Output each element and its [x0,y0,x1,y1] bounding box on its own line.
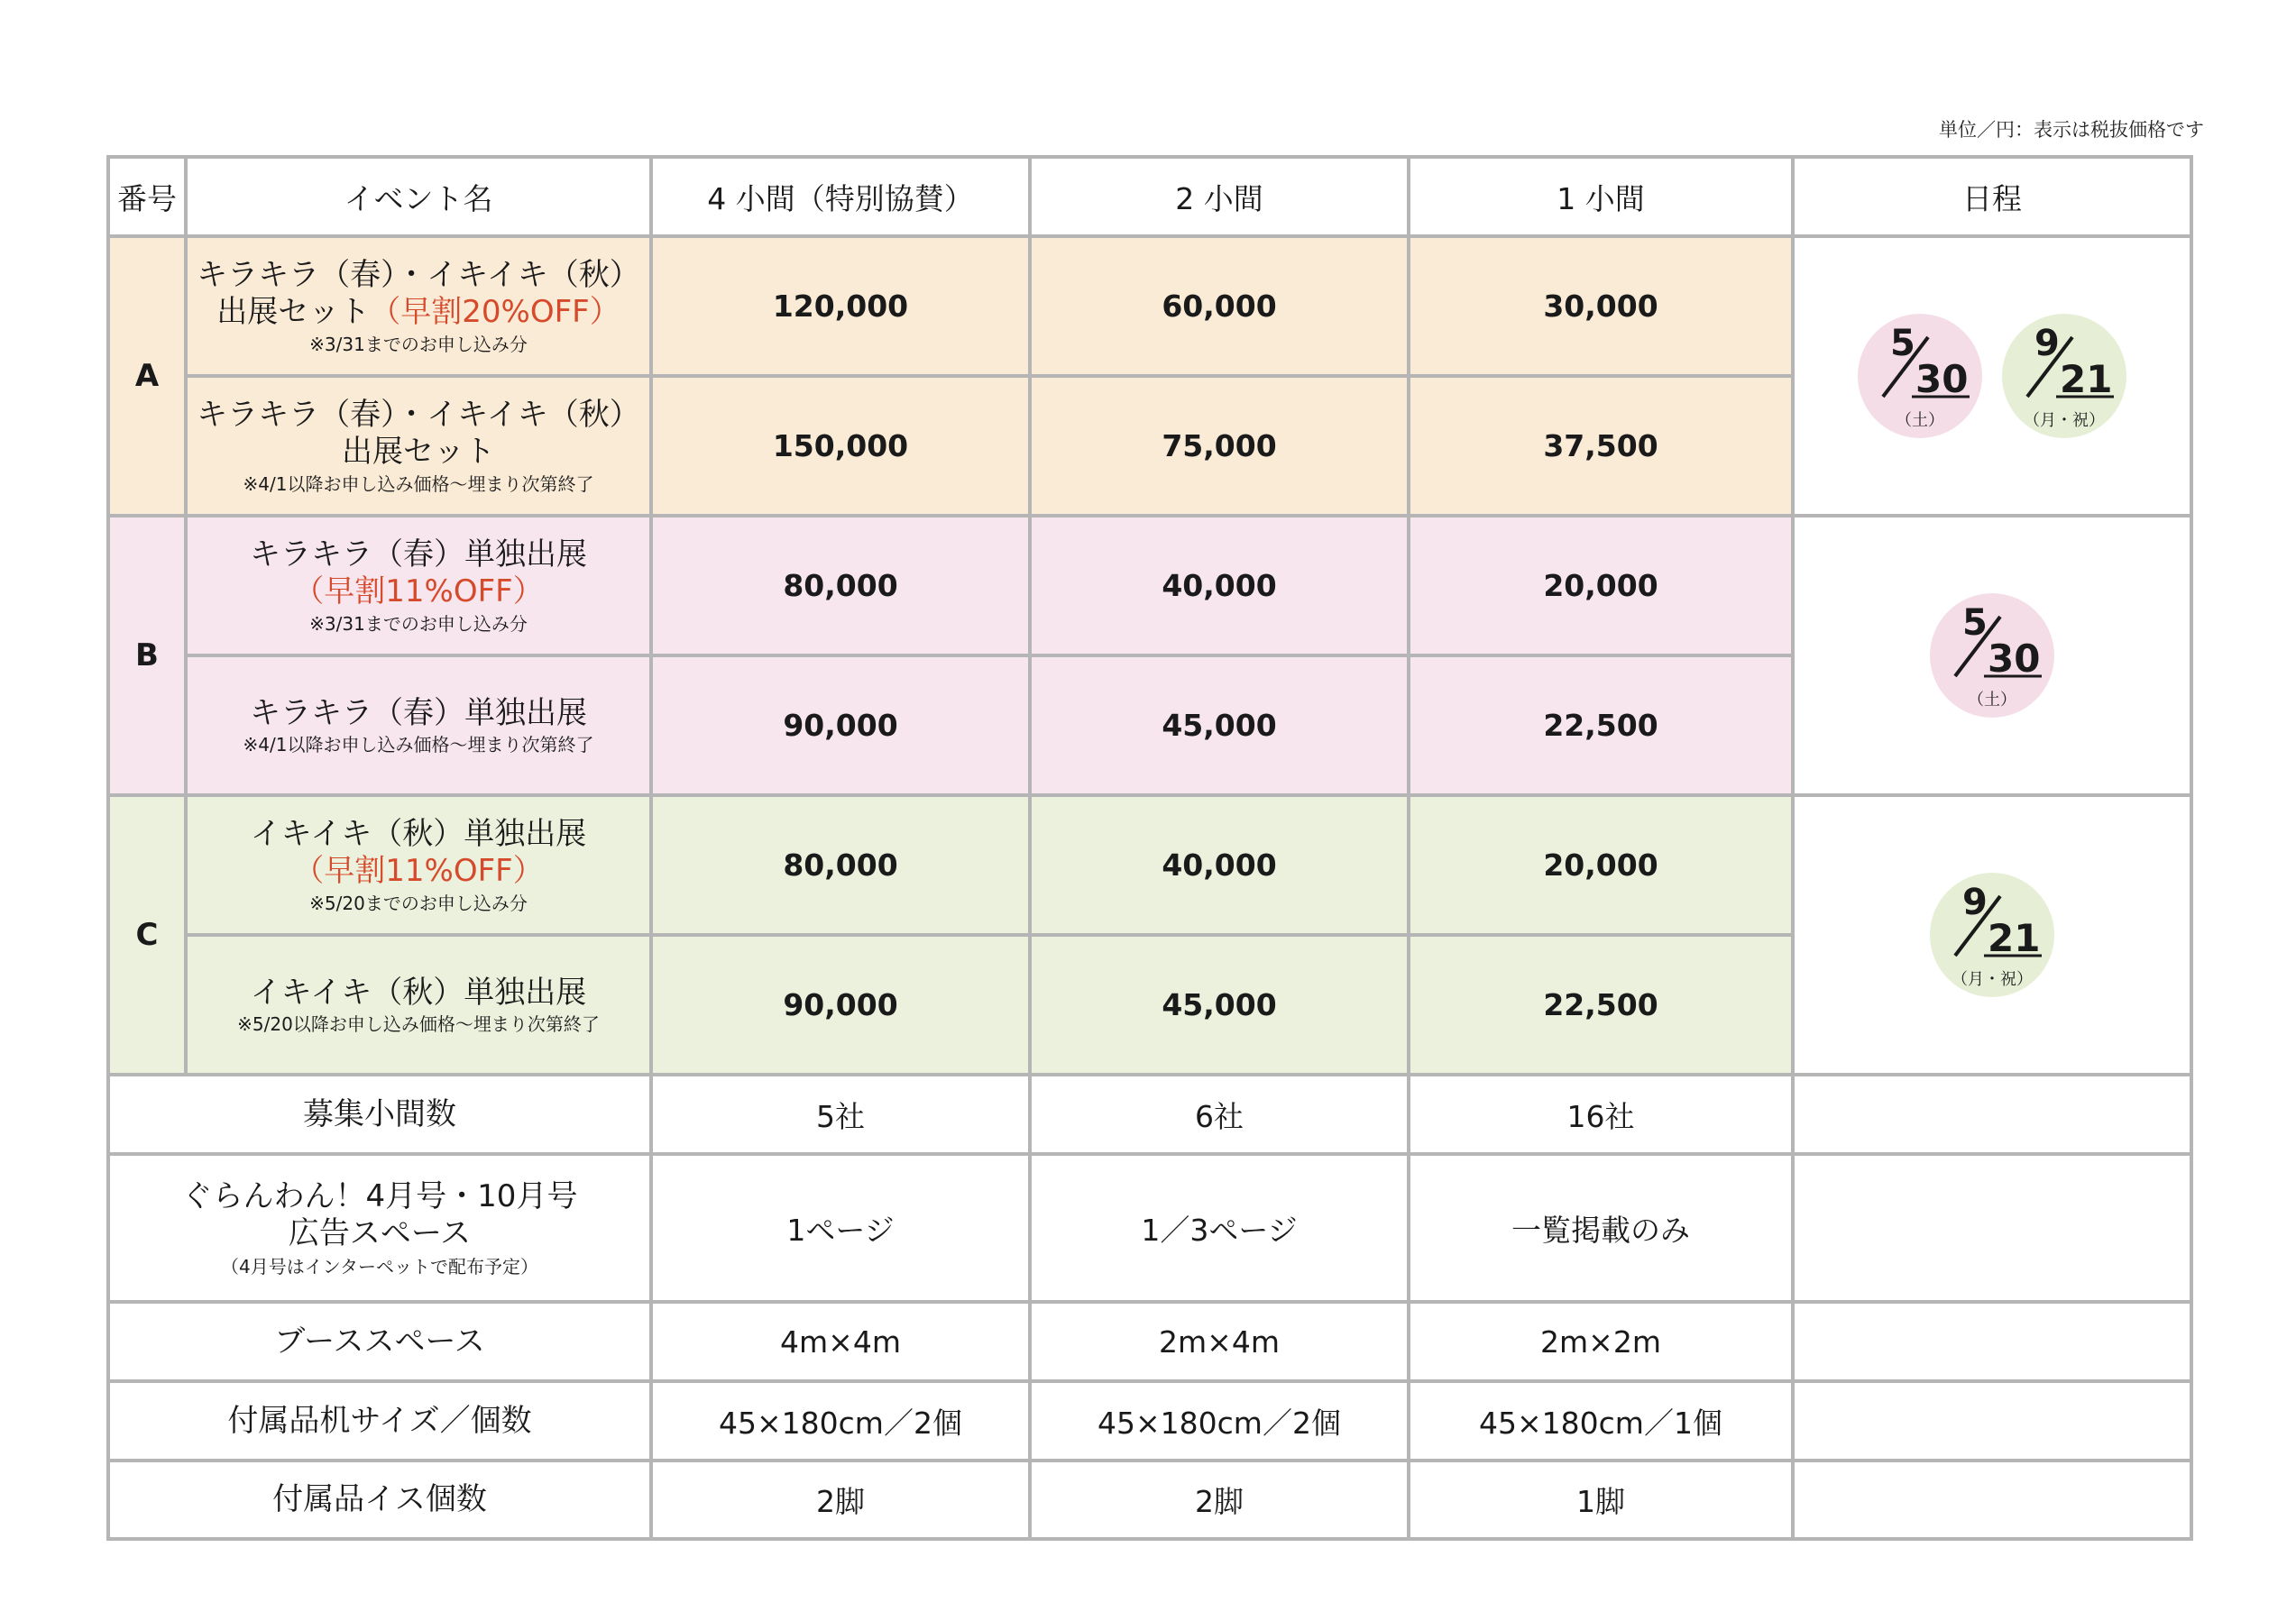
date-month: 9 [2034,323,2060,364]
group-code-b: B [108,516,186,795]
value-2-booth: 2脚 [1030,1461,1409,1539]
event-name-cell [186,376,651,516]
early-discount: （早割11%OFF） [293,573,544,609]
row-label-line1: ぐらんわん！4月号・10月号 [181,1178,578,1215]
event-note: ※4/1以降お申し込み価格～埋まり次第終了 [243,734,594,756]
price-4-booth: 120,000 [651,236,1030,376]
date-weekday: （月・祝） [2024,411,2105,430]
event-note: ※5/20までのお申し込み分 [309,892,528,914]
event-title-line1: イキイキ（秋）単独出展 [250,974,587,1011]
table-row-booth [108,1302,2191,1381]
row-label-note: （4月号はインターペットで配布予定） [221,1255,538,1278]
price-1-booth: 37,500 [1409,376,1793,516]
date-day: 21 [2060,357,2113,401]
price-1-booth: 30,000 [1409,236,1793,376]
date-badge-may-30 [1858,314,1982,438]
header-1-booth: 1 小間 [1409,157,1793,236]
table-row [108,795,2191,935]
date-day: 30 [1915,357,1969,401]
header-row [108,157,2191,236]
date-day: 30 [1988,636,2041,681]
group-code-a: A [108,236,186,516]
price-table [106,155,2193,1541]
value-4-booth: 1ページ [651,1154,1030,1302]
event-note: ※3/31までのお申し込み分 [309,612,528,635]
row-label: 付属品机サイズ／個数 [108,1381,651,1461]
date-badge-sep-21 [1930,873,2054,997]
value-2-booth: 6社 [1030,1075,1409,1154]
table-row-desk [108,1381,2191,1461]
empty-cell [1793,1302,2191,1381]
event-note: ※5/20以降お申し込み価格～埋まり次第終了 [237,1013,600,1036]
value-2-booth: 2m×4m [1030,1302,1409,1381]
table-row [108,236,2191,376]
group-code-c: C [108,795,186,1075]
row-label-line2: 広告スペース [288,1215,472,1251]
table-row-ad [108,1154,2191,1302]
row-label: 募集小間数 [108,1075,651,1154]
value-1-booth: 45×180cm／1個 [1409,1381,1793,1461]
value-1-booth: 16社 [1409,1075,1793,1154]
event-name-cell [186,516,651,655]
price-4-booth: 80,000 [651,516,1030,655]
table-row-recruit [108,1075,2191,1154]
event-title-line1: イキイキ（秋）単独出展 [250,816,587,853]
value-1-booth: 一覧掲載のみ [1409,1154,1793,1302]
price-1-booth: 20,000 [1409,516,1793,655]
empty-cell [1793,1461,2191,1539]
date-weekday: （土） [1968,691,2016,710]
price-2-booth: 45,000 [1030,935,1409,1075]
value-4-booth: 4m×4m [651,1302,1030,1381]
price-2-booth: 40,000 [1030,795,1409,935]
value-4-booth: 45×180cm／2個 [651,1381,1030,1461]
row-label [108,1154,651,1302]
event-name-cell [186,236,651,376]
date-month: 5 [1962,602,1988,644]
event-title-line2: 出展セット（早割20%OFF） [216,294,620,330]
schedule-cell-c [1793,795,2191,1075]
event-name-cell [186,795,651,935]
table-row [108,516,2191,655]
event-name-cell [186,655,651,795]
empty-cell [1793,1381,2191,1461]
price-2-booth: 45,000 [1030,655,1409,795]
value-1-booth: 1脚 [1409,1461,1793,1539]
header-code: 番号 [108,157,186,236]
price-2-booth: 60,000 [1030,236,1409,376]
header-schedule: 日程 [1793,157,2191,236]
price-4-booth: 80,000 [651,795,1030,935]
header-4-booth: 4 小間（特別協賛） [651,157,1030,236]
event-title-line1: キラキラ（春）単独出展 [250,536,587,573]
event-title-line1: キラキラ（春）・イキイキ（秋） [197,397,640,434]
value-1-booth: 2m×2m [1409,1302,1793,1381]
event-note: ※3/31までのお申し込み分 [309,333,528,355]
empty-cell [1793,1154,2191,1302]
value-2-booth: 45×180cm／2個 [1030,1381,1409,1461]
schedule-cell-a [1793,236,2191,516]
date-badge-sep-21 [2002,314,2126,438]
date-month: 9 [1962,882,1988,923]
value-4-booth: 2脚 [651,1461,1030,1539]
unit-note: 単位／円：表示は税抜価格です [1939,119,2204,141]
price-2-booth: 75,000 [1030,376,1409,516]
date-weekday: （土） [1896,411,1944,430]
price-4-booth: 90,000 [651,655,1030,795]
event-title-line1: キラキラ（春）・イキイキ（秋） [197,257,640,294]
price-4-booth: 90,000 [651,935,1030,1075]
price-1-booth: 22,500 [1409,935,1793,1075]
price-2-booth: 40,000 [1030,516,1409,655]
value-4-booth: 5社 [651,1075,1030,1154]
price-1-booth: 22,500 [1409,655,1793,795]
early-discount: （早割11%OFF） [293,853,544,889]
empty-cell [1793,1075,2191,1154]
event-title-line1: キラキラ（春）単独出展 [250,694,587,731]
header-event: イベント名 [186,157,651,236]
table-row-chair [108,1461,2191,1539]
event-title-line2: 出展セット [342,434,495,470]
row-label: 付属品イス個数 [108,1461,651,1539]
event-name-cell [186,935,651,1075]
row-label: ブーススペース [108,1302,651,1381]
header-2-booth: 2 小間 [1030,157,1409,236]
date-day: 21 [1988,916,2041,960]
date-weekday: （月・祝） [1952,970,2033,989]
date-badge-may-30 [1930,593,2054,718]
early-discount: （早割20%OFF） [370,294,620,330]
schedule-cell-b [1793,516,2191,795]
event-note: ※4/1以降お申し込み価格～埋まり次第終了 [243,472,594,495]
price-1-booth: 20,000 [1409,795,1793,935]
value-2-booth: 1／3ページ [1030,1154,1409,1302]
price-4-booth: 150,000 [651,376,1030,516]
date-month: 5 [1890,323,1915,364]
